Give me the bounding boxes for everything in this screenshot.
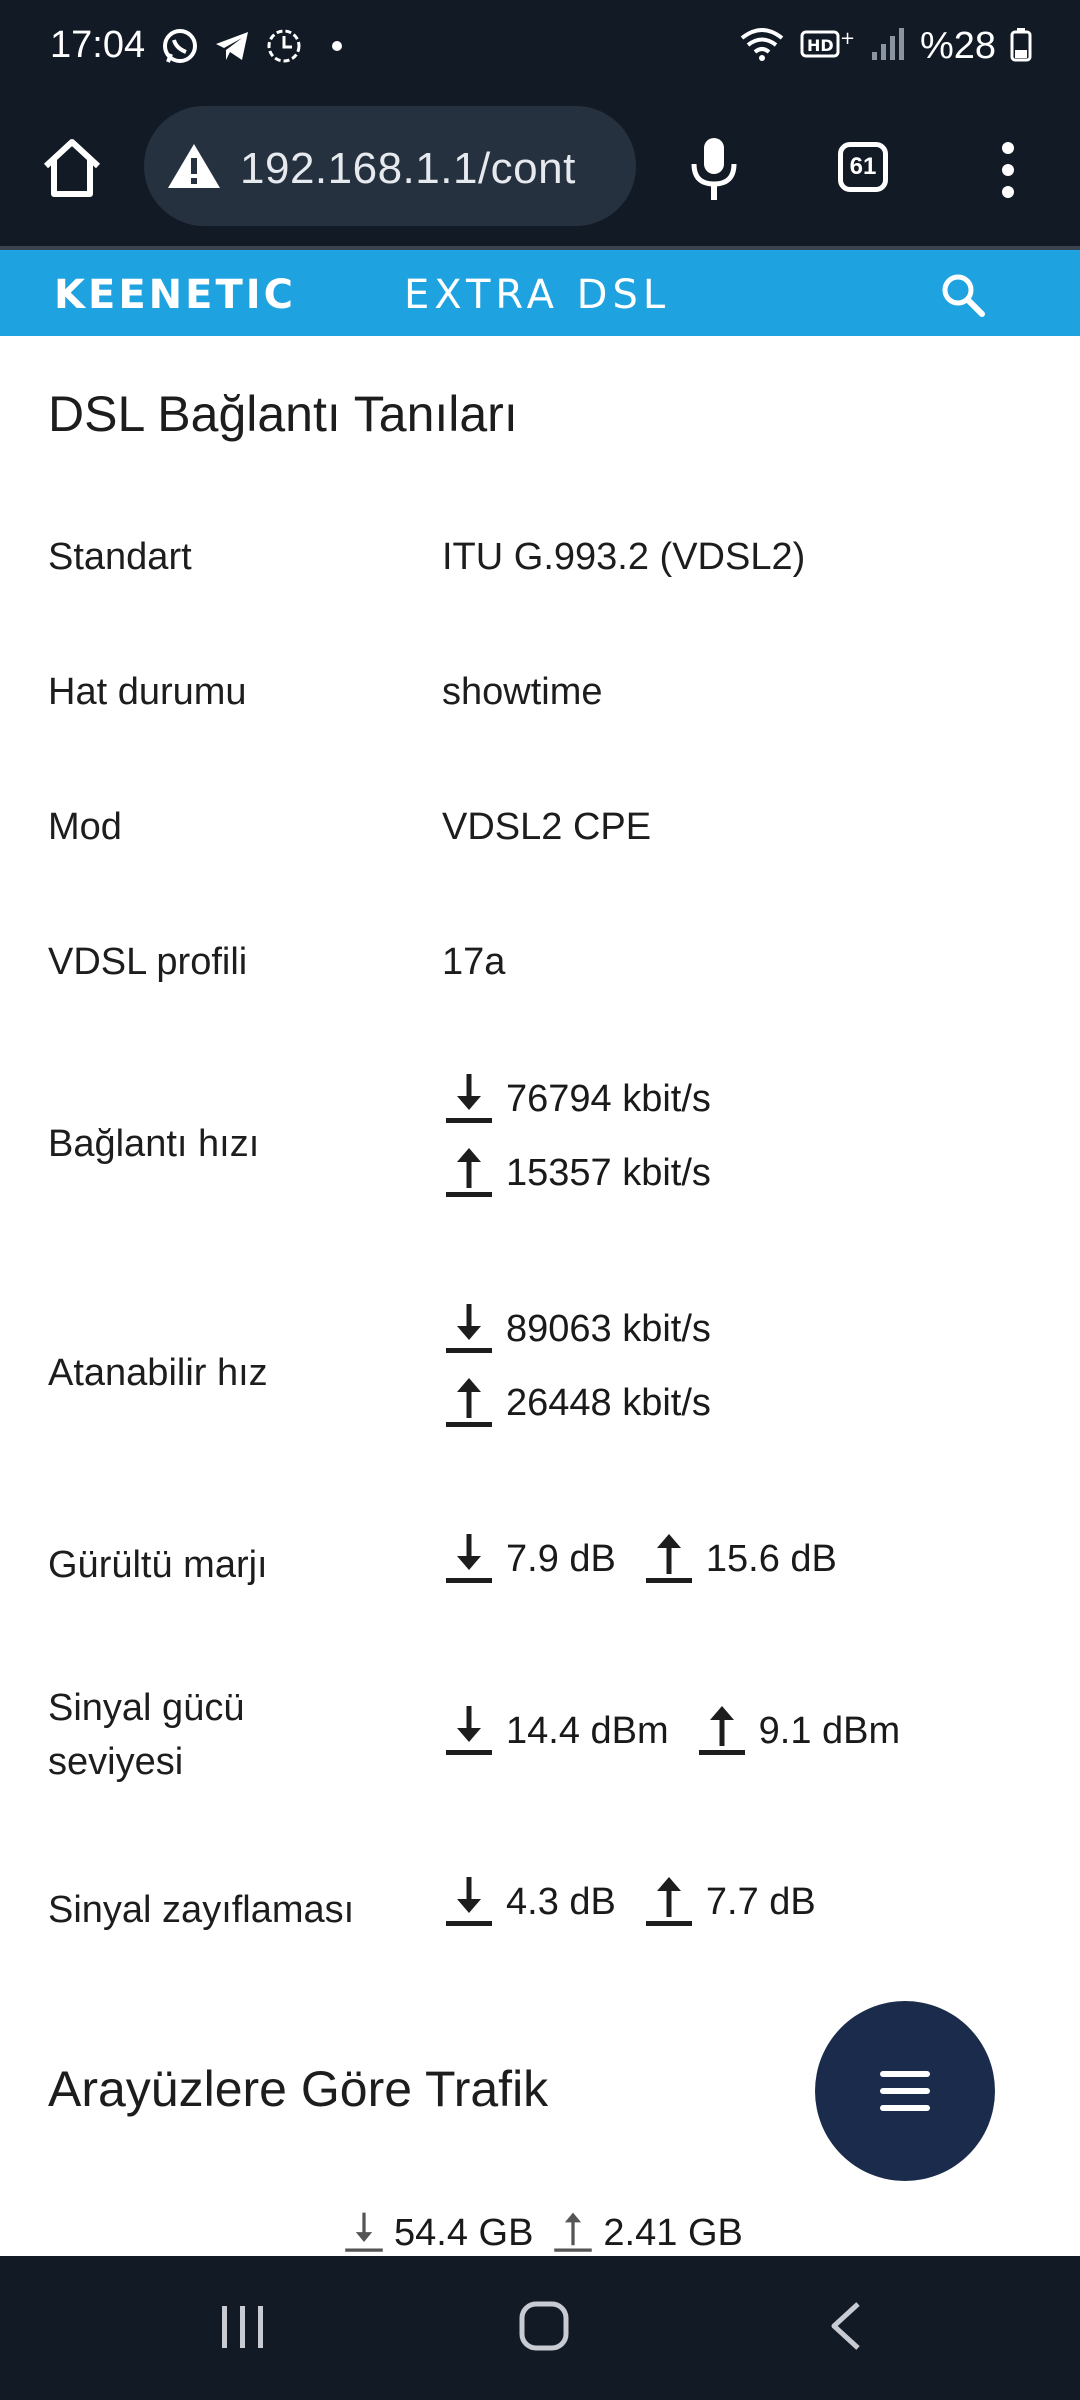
attainable-up-value: 26448 kbit/s	[506, 1381, 711, 1424]
noise-margin-label: Gürültü marjı	[48, 1544, 268, 1586]
system-icons	[738, 24, 1032, 69]
svg-text:+: +	[839, 28, 856, 49]
status-bar	[0, 0, 1080, 98]
noise-margin-values	[442, 1530, 837, 1588]
mic-icon	[688, 134, 740, 206]
browser-menu-button[interactable]	[990, 140, 1026, 205]
search-icon	[940, 272, 986, 318]
download-arrow-icon	[442, 1873, 496, 1931]
warning-icon[interactable]	[166, 140, 222, 197]
link-speed-label: Bağlantı hızı	[48, 1123, 260, 1165]
brand-logo[interactable]: KEENETIC	[54, 272, 296, 318]
download-arrow-icon	[442, 1070, 496, 1128]
signal-power-down-value: 14.4 dBm	[506, 1709, 669, 1752]
attainable-down-value: 89063 kbit/s	[506, 1307, 711, 1350]
attainable-label: Atanabilir hız	[48, 1352, 268, 1394]
url-text[interactable]: 192.168.1.1/cont	[240, 144, 576, 193]
link-speed-down-value: 76794 kbit/s	[506, 1077, 711, 1120]
attenuation-up-value: 7.7 dB	[705, 1880, 816, 1923]
attenuation-down-value: 4.3 dB	[506, 1880, 616, 1923]
standard-value: ITU G.993.2 (VDSL2)	[442, 536, 806, 578]
app-header	[0, 250, 1080, 336]
upload-arrow-icon	[442, 1374, 496, 1432]
notification-icons	[160, 26, 342, 66]
upload-arrow-icon	[695, 1702, 749, 1760]
mode-value: VDSL2 CPE	[442, 806, 652, 848]
upload-arrow-icon	[642, 1873, 696, 1931]
device-model: EXTRA DSL	[404, 272, 671, 318]
nav-home-button[interactable]	[518, 2300, 570, 2357]
profile-value: 17a	[442, 941, 506, 983]
attainable-up	[442, 1374, 711, 1432]
signal-power-values	[442, 1702, 900, 1760]
download-arrow-icon	[442, 1702, 496, 1760]
address-bar[interactable]	[144, 106, 636, 226]
telegram-icon	[212, 26, 252, 66]
signal-icon	[870, 24, 906, 69]
main-menu-fab[interactable]	[815, 2001, 995, 2181]
noise-margin-up-value: 15.6 dB	[705, 1537, 837, 1580]
browser-toolbar	[0, 98, 1080, 248]
upload-arrow-icon	[642, 1530, 696, 1588]
signal-power-up-value: 9.1 dBm	[758, 1709, 901, 1752]
download-arrow-icon	[442, 1530, 496, 1588]
tabs-button[interactable]	[838, 142, 888, 192]
wifi-icon	[738, 24, 786, 69]
link-speed-up-value: 15357 kbit/s	[506, 1151, 711, 1194]
system-nav-bar	[0, 2256, 1080, 2400]
signal-power-label-line1: Sinyal gücü	[48, 1687, 245, 1729]
traffic-totals	[342, 2208, 743, 2258]
tab-count: 61	[849, 153, 877, 180]
download-arrow-icon	[442, 1300, 496, 1358]
svg-text:HD: HD	[806, 36, 834, 55]
recents-button[interactable]	[218, 2302, 268, 2357]
battery-icon	[1010, 24, 1032, 69]
home-circle-icon	[518, 2300, 570, 2352]
back-icon	[826, 2300, 866, 2352]
link-speed-up	[442, 1144, 711, 1202]
search-button[interactable]	[940, 272, 986, 323]
dot-icon	[332, 41, 342, 51]
upload-arrow-icon	[551, 2208, 595, 2258]
traffic-up-value: 2.41 GB	[603, 2211, 743, 2254]
line-state-value: showtime	[442, 671, 603, 713]
home-icon	[36, 132, 108, 204]
traffic-down-value: 54.4 GB	[394, 2211, 534, 2254]
recents-icon	[218, 2302, 268, 2352]
attainable-down	[442, 1300, 711, 1358]
profile-label: VDSL profili	[48, 941, 248, 983]
traffic-section-title: Arayüzlere Göre Trafik	[48, 2061, 549, 2117]
whatsapp-icon	[160, 26, 200, 66]
back-button[interactable]	[826, 2300, 866, 2357]
more-vert-icon	[990, 140, 1026, 200]
status-time: 17:04	[50, 24, 146, 66]
battery-percent: %28	[919, 25, 996, 67]
hamburger-menu-icon	[878, 2069, 932, 2113]
home-button[interactable]	[36, 132, 108, 204]
dsl-section-title: DSL Bağlantı Tanıları	[48, 386, 518, 442]
attenuation-label: Sinyal zayıflaması	[48, 1889, 355, 1931]
mode-label: Mod	[48, 806, 122, 848]
upload-arrow-icon	[442, 1144, 496, 1202]
standard-label: Standart	[48, 536, 192, 578]
download-arrow-icon	[342, 2208, 386, 2258]
link-speed-down	[442, 1070, 711, 1128]
line-state-label: Hat durumu	[48, 671, 247, 713]
voice-search-button[interactable]	[688, 134, 740, 211]
hd-plus-icon	[800, 24, 856, 69]
attenuation-values	[442, 1873, 816, 1931]
signal-power-label-line2: seviyesi	[48, 1741, 184, 1783]
clock-sync-icon	[264, 26, 304, 66]
noise-margin-down-value: 7.9 dB	[506, 1537, 616, 1580]
